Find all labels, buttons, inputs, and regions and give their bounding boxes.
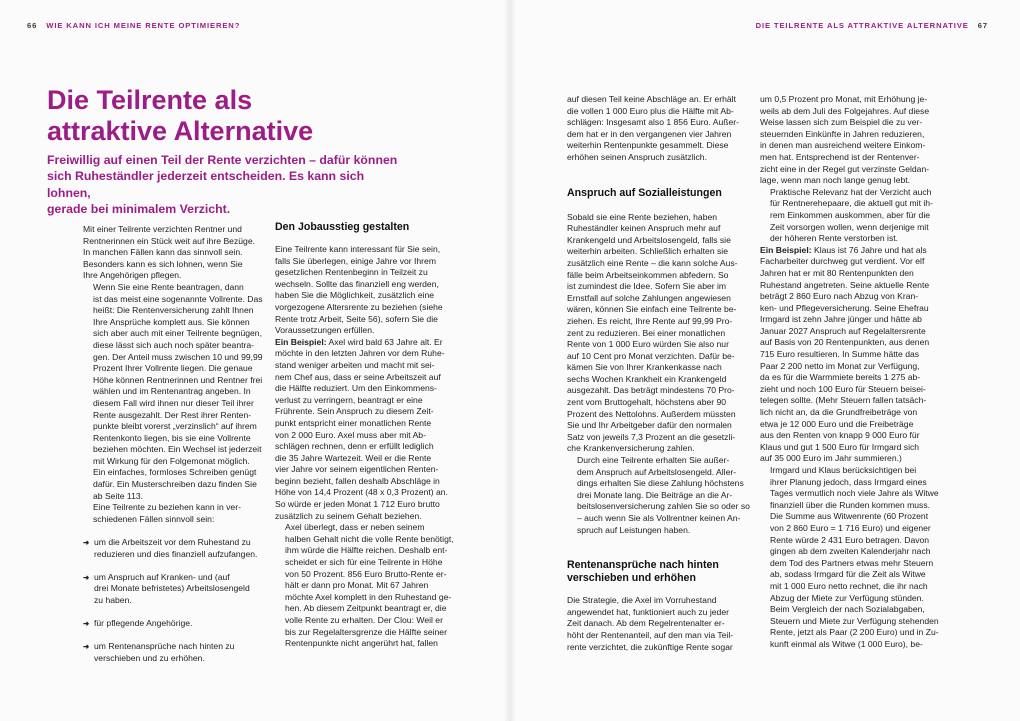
bullet-text-line: verschieben und zu erhöhen. [94,652,205,663]
section-heading [567,559,755,585]
bullet-item [83,641,269,664]
text-line: Prozent Ihrer Vollrente liegen. Die genaue [93,363,253,374]
text-line: gesetzlichen Rentenbeginn in Teilzeit zu [275,267,428,278]
text-line: Jahren hat er mit 80 Rentenpunkten den [760,267,914,278]
body-paragraph [760,604,950,650]
text-line: halben Gehalt nicht die volle Rente benötigt, [285,533,454,544]
body-paragraph [760,465,950,604]
text-line: Krankengeld und Arbeitslosengeld, falls sie [567,234,731,245]
text-line: ausgezahlt. Das beträgt mindestens 70 Pro- [567,385,735,396]
example-continuation [760,256,950,465]
text-line: diesem Fall wird ihnen nur dieser Teil ihrer [93,397,254,408]
bullet-text-line: reduzieren und dies finanziell aufzufangen. [94,548,258,559]
text-line: ist zumindest die Idee. Sofern Sie aber im [567,281,727,292]
text-line: Paar 2 200 netto im Monat zur Verfügung, [760,360,920,371]
text-line: Frührente. Sein Anspruch zu diesem Zeit- [275,406,434,417]
text-line: drei Monate lang. Die Beiträge an die Ar- [577,489,733,500]
body-paragraph [275,244,460,337]
text-line: Satz von jeweils 7,3 Prozent an die gesetzli- [567,431,736,442]
text-line: vorgezogene Altersrente zu beziehen (siehe [275,301,443,312]
text-line: Durch eine Teilrente erhalten Sie außer- [577,455,730,466]
text-line: che Krankenversicherung zahlen. [567,443,695,454]
text-line: spruch auf Leistungen haben. [577,524,691,535]
text-line: mit Wirkung für den Folgemonat möglich. [93,455,250,466]
text-line: Ruheständler keinen Anspruch mehr auf [567,223,721,234]
article-lead [47,152,407,217]
text-line: in denen man ausreichend weitere Einkom- [760,140,926,151]
text-line: Prozent des Nettolohns. Außerdem müssten [567,408,736,419]
text-line: Sie und Ihr Arbeitgeber dafür den normalen [567,420,732,431]
text-line: Rente würde 2 431 Euro betragen. Davon [770,534,930,545]
text-line: auf 10 Cent pro Monat verzichten. Dafür be- [567,350,735,361]
body-paragraph [83,224,269,282]
text-line: diese lässt sich auch noch später beantra- [93,339,254,350]
text-line: zent vom Bruttogehalt, höchstens aber 90 [567,397,727,408]
spacer [567,164,755,187]
example-label: Ein Beispiel: [760,244,812,255]
text-line: wählen und im Rentenantrag angeben. In [93,386,251,397]
text-line: Höhe können Rentnerinnen und Rentner frei [93,374,263,385]
text-line: Facharbeiter durchweg gut verdient. Vor elf [760,256,925,267]
text-line: steuernden Einkünfte in Jahren reduzieren, [760,128,925,139]
text-line: Beim Vergleich der nach Sozialabgaben, [770,604,925,615]
text-line: volle Rente zu erhalten. Der Clou: Weil er [285,615,443,625]
text-line: Sobald sie eine Rente beziehen, haben [567,211,718,222]
text-line: die Hälfte reduziert. Um den Einkommens- [275,383,437,394]
text-line: da es für die Warmmiete bereits 1 275 ab- [760,372,921,383]
spacer [567,536,755,559]
text-line: ken- und Pflegeversicherung. Seine Ehefrau [760,302,929,313]
text-line: Irmgard ist zehn Jahre jünger und hätte ab [760,314,922,325]
text-line: die vollen 1 000 Euro plus die Hälfte mit Ab- [567,105,734,116]
text-line: weiterhin arbeiten. Schließlich erhalten sie [567,246,728,257]
text-line: beträgt 2 860 Euro nach Abzug von Kran- [760,291,919,302]
body-paragraph [567,455,755,536]
text-line: punkte bleibt vorerst „verzinslich“ auf ihrem [93,421,257,432]
running-title-right: DIE TEILRENTE ALS ATTRAKTIVE ALTERNATIVE [755,21,969,30]
text-line: von 2 000 Euro. Axel muss aber mit Ab- [275,429,426,440]
text-line: schiedenen Fällen sinnvoll sein: [93,513,215,524]
heading-line: Rentenansprüche nach hinten [567,559,719,572]
bullet-list [83,537,269,665]
text-line: Rente trotz Arbeit, Seite 56), sofern Sie die [275,313,438,324]
text-line: Ein einfaches, formloses Schreiben genügt [93,467,257,478]
text-line: telegen sollte. (Mehr Steuern fallen tatsäch- [760,395,927,406]
text-line: Tages vermutlich noch viele Jahre als Witwe [770,488,939,499]
page-number-right: 67 [977,21,988,30]
text-line: angewendet hat, funktioniert auch zu jeder [567,606,729,617]
bullet-item [83,618,269,630]
text-line: sich aber auch mit einer Teilrente begnügen, [93,328,262,339]
text-line: men hat. Entsprechend ist der Rentenver- [760,151,920,162]
text-line: zent zu reduzieren. Bei einer monatlichen [567,327,726,338]
bullet-text-line: für pflegende Angehörige. [94,618,193,629]
spacer [275,234,460,244]
text-line: beginn bezieht, fallen deshalb Abschläge in [275,475,440,486]
text-line: Die Strategie, die Axel im Vorruhestand [567,595,717,606]
text-line: Rente, jetzt als Paar (2 200 Euro) und in Zu- [770,627,939,638]
text-line: wechseln. Sollte das finanziell eng werden, [275,278,439,289]
text-line: Irmgard und Klaus berücksichtigen bei [770,465,917,475]
text-line: Eine Teilrente kann interessant für Sie sein, [275,244,441,254]
text-line: weiterhin Rentenpunkte gesammelt. Diese [567,140,729,151]
lead-line: Freiwillig auf einen Teil der Rente verzichten – dafür können [47,153,398,167]
text-line: kunft einmal als Witwe (1 000 Euro), be- [770,638,923,649]
example-text: Klaus ist 76 Jahre und hat als [811,244,927,255]
running-header-left [27,21,240,30]
text-line: Mit einer Teilrente verzichten Rentner und [83,224,242,234]
bullet-text-line: um Anspruch auf Kranken- und (auf [94,571,230,582]
text-line: In manchen Fällen kann das sinnvoll sein. [83,247,243,258]
text-line: beitslosenversicherung zahlen Sie so oder so [577,501,750,512]
text-line: Wenn Sie eine Rente beantragen, dann [93,281,244,292]
body-paragraph [83,502,269,525]
example-continuation [275,348,460,522]
text-line: Januar 2027 Anspruch auf Regelaltersrente [760,325,926,336]
text-line: beziehen möchten. Ein Wechsel ist jederzeit [93,444,262,455]
text-line: möchte in den letzten Jahren vor dem Ruhe- [275,348,445,359]
section-heading: Den Jobausstieg gestalten [275,221,410,233]
arrow-bullet-icon: ➜ [83,642,90,652]
bullet-text-line: um Rentenansprüche nach hinten zu [94,641,235,652]
text-line: Eine Teilrente zu beziehen kann in ver- [93,502,241,513]
text-line: schlägen: Insgesamt also 1 856 Euro. Außer- [567,117,739,128]
text-line: gen. Der Anteil muss zwischen 10 und 99,99 [93,351,263,362]
text-line: ihm würde die Hälfte reichen. Deshalb ent- [285,545,448,556]
page-number-left: 66 [27,21,38,30]
text-line: Rentnerinnen ein Stück weit auf ihre Bezüge. [83,235,255,246]
text-line: Ihre Ansprüche komplett aus. Sie können [93,316,250,327]
text-line: – auch wenn Sie als Vollrentner keinen An- [577,513,741,523]
text-line: verlust zu verringern, beantragt er eine [275,394,423,405]
text-line: Zeit vorsorgen wollen, wenn derjenige mit [770,221,929,232]
article-title-line: attraktive Alternative [47,116,314,146]
text-line: Ihre Angehörigen pflegen. [83,270,182,281]
text-line: der höheren Rente verstorben ist. [770,233,899,244]
body-paragraph [83,282,269,502]
text-line: Höhe von 14,4 Prozent (48 x 0,3 Prozent) an. [275,487,448,498]
text-line: zusätzlich zu seinem Gehalt beziehen. [275,510,422,521]
text-line: dem Anspruch auf Arbeitslosengeld. Aller- [577,466,737,477]
running-title-left: WIE KANN ICH MEINE RENTE OPTIMIEREN? [46,21,241,30]
text-line: Rente ausgezahlt. Der Rest ihrer Renten- [93,409,252,420]
text-line: So würde er jeden Monat 1 712 Euro brutto [275,499,440,510]
spacer [83,525,269,537]
text-line: ist das meist eine sogenannte Vollrente. Das [93,293,263,304]
book-gutter [504,0,516,721]
text-line: falls Sie überlegen, einige Jahre vor Ihrem [275,255,436,266]
bullet-text-line: zu haben. [94,595,132,605]
text-line: hen. Ab diesem Zeitpunkt beantragt er, die [285,603,447,614]
body-paragraph [760,187,950,245]
text-line: Zeit danach. Ab dem Regelrentenalter er- [567,618,725,629]
text-line: aus den Renten von knapp 9 000 Euro für [760,430,920,441]
lead-line: gerade bei minimalem Verzicht. [47,201,231,216]
text-column-2 [275,221,460,650]
arrow-bullet-icon: ➜ [83,619,90,629]
text-line: auf diesen Teil keine Abschläge an. Er erhält [567,94,736,104]
text-column-1 [83,224,269,676]
text-line: gingen ab dem zweiten Kalenderjahr nach [770,546,931,557]
heading-line: verschieben und erhöhen [567,572,696,585]
arrow-bullet-icon: ➜ [83,538,90,548]
text-line: Rentenkonto liegen, bis sie eine Vollrente [93,432,251,443]
example-paragraph [760,245,950,465]
spacer [567,585,755,595]
example-first-line [275,337,460,349]
text-line: dafür. Ein Musterschreiben dazu finden Sie [93,479,257,490]
text-line: zicht eine in der Regel gut verzinste Geldan- [760,163,930,174]
text-line: Rente von 1 000 Euro würden Sie also nur [567,339,729,350]
spacer [567,200,755,212]
text-line: Klaus und gut 1 500 Euro für Irmgard sich [760,441,920,452]
text-line: auf Basis von 20 Rentenpunkten, aus denen [760,337,930,348]
text-line: dem Tod des Partners etwas mehr Steuern [770,557,934,568]
text-line: stand weniger arbeiten und macht mit sei- [275,359,435,370]
text-line: bis zur Regelaltersgrenze die Hälfte seiner [285,626,447,637]
text-line: ab Seite 113. [93,490,144,501]
body-paragraph [275,522,460,650]
text-line: heißt: Die Rentenversicherung zahlt Ihnen [93,305,254,316]
text-line: die 35 Jahre Wartezeit. Weil er die Rente [275,452,432,463]
text-line: Axel überlegt, dass er neben seinem [285,522,425,533]
text-line: Die Summe aus Witwenrente (60 Prozent [770,511,929,522]
bullet-item [83,572,269,607]
text-line: ihrer Planung jedoch, dass Irmgard eines [770,476,927,487]
text-line: Voraussetzungen erfüllen. [275,325,375,336]
text-line: von 2 860 Euro = 1 716 Euro) und eigener [770,522,931,533]
article-title-line: Die Teilrente als [47,85,253,115]
lead-line: sich Ruheständler jederzeit entscheiden. Es kann sich lohnen, [47,169,365,200]
text-line: etwa je 12 000 Euro und die Freibeträge [760,418,914,429]
text-line: 715 Euro resultieren. In Summe hätte das [760,349,920,360]
running-header-right [756,21,988,30]
text-line: Steuern und Miete zur Verfügung stehenden [770,615,939,626]
text-line: Rentenpunkte nicht angerührt hat, fallen [285,638,438,649]
text-line: ab, sodass Irmgard für die Zeit als Witwe [770,569,926,580]
text-line: zieht und noch 100 Euro für Steuern beisei- [760,383,926,394]
text-line: ziehen. Es reicht, Ihre Rente auf 99,99 Pro- [567,315,733,326]
text-line: fälle beim Arbeitseinkommen abfedern. So [567,269,729,280]
text-line: zusätzlich eine Rente – die kann solche Aus- [567,257,738,268]
text-line: lage, wenn man noch lange genug lebt. [760,175,911,186]
text-line: sechs Wochen Krankheit ein Krankengeld [567,373,727,384]
text-line: von 50 Prozent. 856 Euro Brutto-Rente er- [285,568,447,579]
text-line: finanziell über die Runden kommen muss. [770,499,931,510]
example-label: Ein Beispiel: [275,336,327,347]
example-text: Axel wird bald 63 Jahre alt. Er [326,336,443,347]
text-line: auf 35 000 Euro im Jahr summieren.) [760,453,902,464]
body-paragraph [567,94,755,164]
body-paragraph [760,94,950,187]
text-line: mit 1 000 Euro netto rechnet, die ihr nach [770,580,928,591]
text-line: nem Chef aus, dass er seine Arbeitszeit auf [275,371,441,382]
example-first-line [760,245,950,257]
text-column-4 [760,94,950,651]
bullet-text-line: drei Monate befristetes) Arbeitslosengeld [94,583,250,594]
text-line: punkt entspricht einer monatlichen Rente [275,417,432,428]
arrow-bullet-icon: ➜ [83,572,90,582]
text-line: möchte Axel komplett in den Ruhestand ge- [285,591,452,602]
text-line: für Rentnerehepaare, die aktuell gut mit ih- [770,198,933,209]
text-line: erhöhen seinen Anspruch zusätzlich. [567,151,707,162]
text-line: Besonders kann es sich lohnen, wenn Sie [83,258,243,269]
text-line: Weise lassen sich zum Beispiel die zu ver- [760,117,923,128]
text-line: Praktische Relevanz hat der Verzicht auch [770,186,932,197]
text-line: schlägen rechnen, denn er erfüllt lediglich [275,441,434,452]
body-paragraph [567,212,755,455]
text-line: rente verzichtet, die zukünftige Rente sogar [567,641,733,652]
body-paragraph [567,595,755,653]
text-line: scheidet er sich für eine Teilrente in Höhe [285,557,443,568]
text-line: kämen Sie von Ihrer Krankenkasse nach [567,362,722,373]
text-line: haben Sie die Möglichkeit, zusätzlich eine [275,290,435,301]
text-line: Abzug der Miete zur Verfügung stünden. [770,592,924,603]
article-title [47,85,447,147]
text-line: höht der Rentenanteil, auf den man via Teil- [567,629,734,640]
text-line: Ernstfall auf solche Zahlungen angewiesen [567,292,731,303]
text-line: rem Einkommen auskommen, aber für die [770,209,931,220]
text-line: vier Jahre vor seinem eigentlichen Renten- [275,464,439,475]
text-line: weils ab dem Juli des Folgejahres. Auf diese [760,105,930,116]
text-column-3 [567,94,755,653]
bullet-text-line: um die Arbeitszeit vor dem Ruhestand zu [94,537,251,548]
example-paragraph [275,337,460,523]
bullet-item [83,537,269,560]
text-line: um 0,5 Prozent pro Monat, mit Erhöhung je- [760,94,928,104]
text-line: lich nicht an, da die Grundfreibeträge von [760,407,918,418]
text-line: hält er dann pro Monat. Mit 67 Jahren [285,580,429,591]
text-line: dem hat er in den vergangenen vier Jahren [567,128,732,139]
text-line: Ruhestand angetreten. Seine aktuelle Rente [760,279,930,290]
section-heading: Anspruch auf Sozialleistungen [567,186,722,199]
text-line: wären, können Sie einfach eine Teilrente be- [567,304,737,315]
text-line: dings erhalten Sie diese Zahlung höchstens [577,478,744,489]
